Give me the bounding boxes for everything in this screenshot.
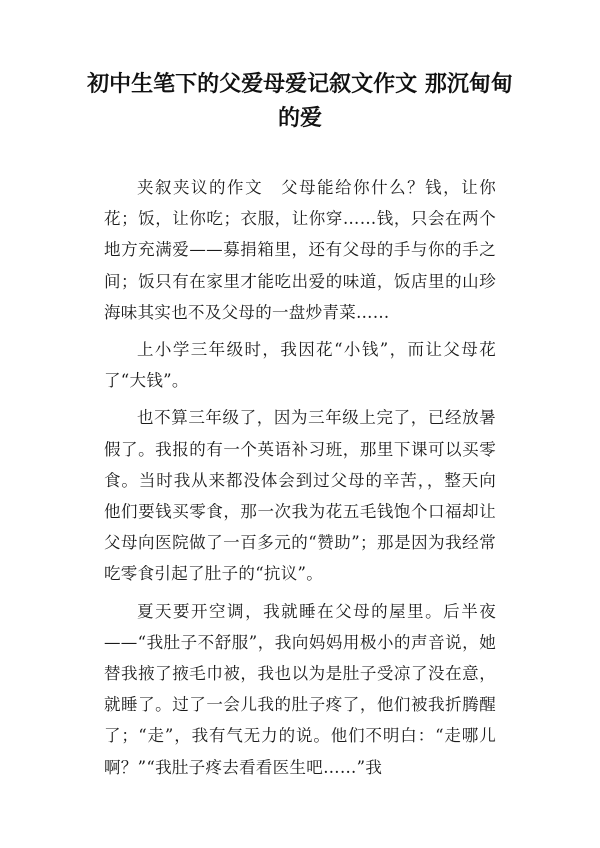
paragraph-3: 也不算三年级了，因为三年级上完了，已经放暑假了。我报的有一个英语补习班，那里下课可以买零食。当时我从来都没体会到过父母的辛苦，，整天向他们要钱买零食，那一次我为花五毛钱饱个口福却让父母向医院做了一百多元的“赞助”；那是因为我经常吃零食引起了肚子的“抗议”。 [104, 408, 496, 584]
document-title: 初中生笔下的父爱母爱记叙文作文 那沉甸甸的爱 [87, 72, 513, 131]
article-body [104, 172, 496, 789]
paragraph-4: 夏天要开空调，我就睡在父母的屋里。后半夜——“我肚子不舒服”，我向妈妈用极小的声音说，她替我掖了掖毛巾被，我也以为是肚子受凉了没在意，就睡了。过了一会儿我的肚子疼了，他们被我折腾醒了；“走”，我有气无力的说。他们不明白：“走哪儿啊？”“我肚子疼去看看医生吧……”我 [104, 601, 496, 777]
paragraph-2: 上小学三年级时，我因花“小钱”，而让父母花了“大钱”。 [104, 340, 496, 391]
paragraph-1: 夹叙夹议的作文 父母能给你什么？钱，让你花；饭，让你吃；衣服，让你穿……钱，只会在两个地方充满爱——募捐箱里，还有父母的手与你的手之间；饭只有在家里才能吃出爱的味道，饭店里的山珍海味其实也不及父母的一盘炒青菜…… [104, 178, 496, 322]
